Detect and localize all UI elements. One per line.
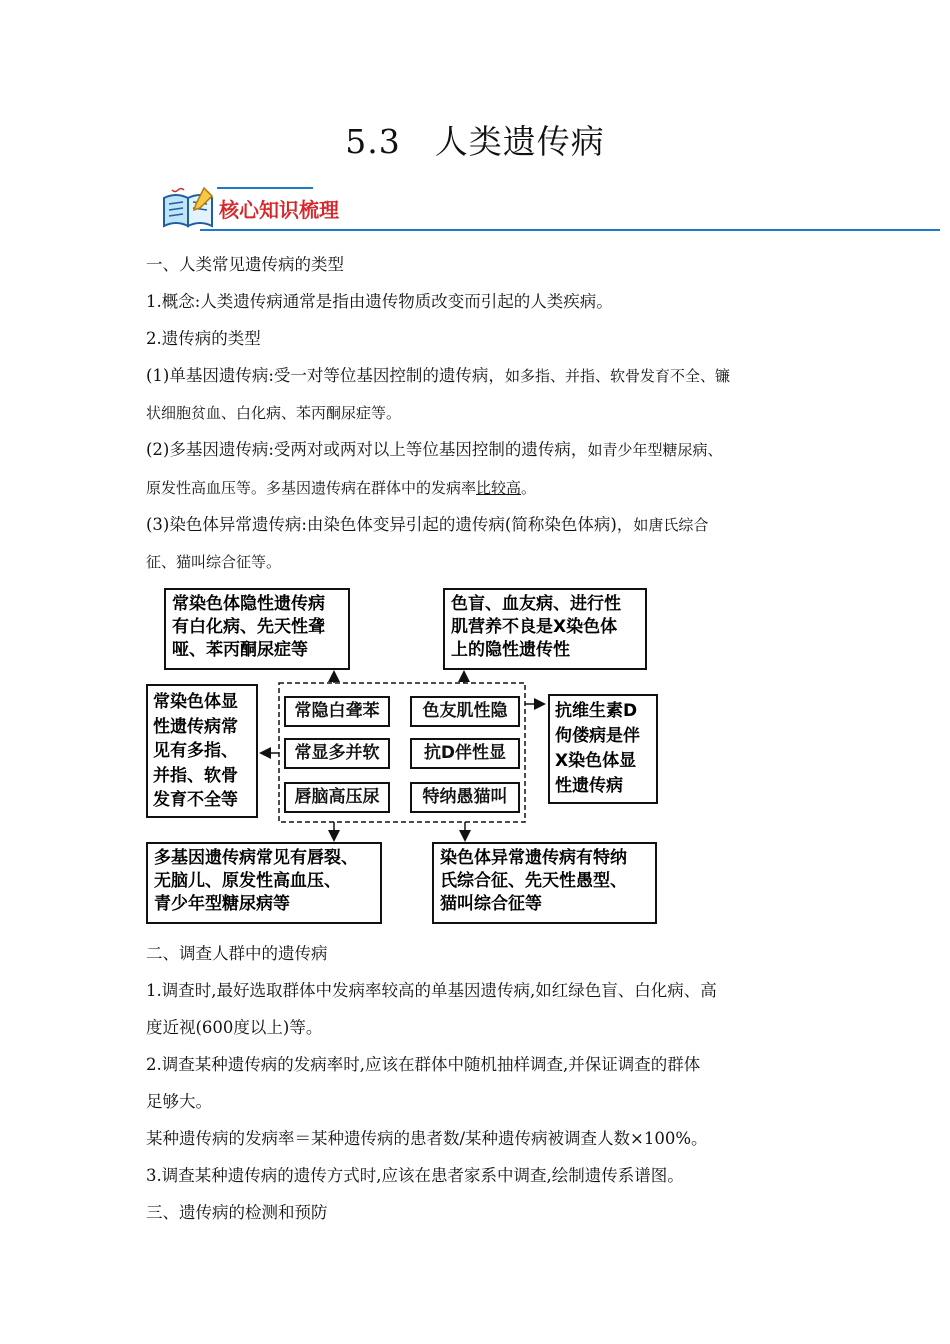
chromosome-def: (3)染色体异常遗传病:由染色体变异引起的遗传病(简称染色体病)， [146, 515, 634, 534]
single-gene-examples-cont: 状细胞贫血、白化病、苯丙酮尿症等。 [146, 404, 402, 422]
survey-p1-line2: 度近视(600度以上)等。 [146, 1018, 323, 1037]
box-line: 见有多指、 [153, 741, 238, 761]
book-icon [160, 186, 216, 230]
section-badge: 核心知识梳理 [219, 198, 339, 222]
survey-p2-line2: 足够大。 [146, 1092, 212, 1111]
multi-gene-def: (2)多基因遗传病:受两对或两对以上等位基因控制的遗传病， [146, 440, 588, 459]
multi-gene-line2 [146, 478, 536, 498]
box-line: 染色体异常遗传病有特纳 [440, 848, 627, 868]
survey-p4: 3.调查某种遗传病的遗传方式时,应该在患者家系中调查,绘制遗传系谱图。 [146, 1166, 684, 1185]
box-line: 常染色体隐性遗传病 [172, 594, 325, 614]
mnemonic-x-dominant: 抗D伴性显 [410, 738, 520, 769]
multi-gene-examples-cont: 原发性高血压等。多基因遗传病在群体中的发病率 [146, 479, 477, 497]
mnemonic-autosomal-dominant: 常显多并软 [284, 738, 390, 769]
box-line: 常染色体显 [153, 692, 238, 712]
chromosome-line1 [146, 515, 708, 535]
badge-top-rule [217, 187, 313, 189]
box-line: 肌营养不良是X染色体 [451, 617, 618, 637]
box-line: 有白化病、先天性聋 [172, 617, 325, 637]
box-line: 性遗传病 [555, 776, 623, 796]
box-line: X染色体显 [555, 751, 637, 771]
survey-p1-line1: 1.调查时,最好选取群体中发病率较高的单基因遗传病,如红绿色盲、白化病、高 [146, 981, 717, 1000]
multi-gene-line1 [146, 440, 722, 460]
chromosome-line2 [146, 552, 281, 572]
box-line: 猫叫综合征等 [440, 894, 542, 914]
box-line: 无脑儿、原发性高血压、 [154, 871, 341, 891]
section3-heading: 三、遗传病的检测和预防 [146, 1203, 328, 1222]
box-line: 佝偻病是伴 [555, 726, 640, 746]
box-line: 并指、软骨 [153, 765, 238, 786]
box-line: 哑、苯丙酮尿症等 [172, 640, 308, 660]
types-heading: 2.遗传病的类型 [146, 329, 261, 348]
badge-rule [200, 229, 940, 231]
box-line: 抗维生素D [555, 701, 638, 721]
mnemonic-autosomal-recessive: 常隐白聋苯 [284, 696, 390, 727]
multi-gene-examples: 如青少年型糖尿病、 [587, 441, 723, 459]
box-x-linked-dominant [548, 694, 658, 804]
multi-gene-rate-underlined: 比较高 [476, 479, 522, 497]
mnemonic-chromosomal: 特纳愚猫叫 [410, 782, 520, 813]
single-gene-examples: 如多指、并指、软骨发育不全、镰 [504, 367, 730, 385]
concept-paragraph: 1.概念:人类遗传病通常是指由遗传物质改变而引起的人类疾病。 [146, 292, 613, 311]
box-line: 氏综合征、先天性愚型、 [440, 871, 627, 891]
mnemonic-polygenic: 唇脑高压尿 [284, 782, 390, 813]
box-line: 多基因遗传病常见有唇裂、 [154, 848, 358, 868]
section1-heading: 一、人类常见遗传病的类型 [146, 255, 344, 274]
box-line: 色盲、血友病、进行性 [451, 594, 621, 614]
chromosome-examples-cont: 征、猫叫综合征等。 [146, 553, 282, 571]
box-chromosomal [432, 842, 657, 924]
box-autosomal-recessive [164, 588, 350, 670]
single-gene-line1 [146, 366, 730, 386]
incidence-formula: 某种遗传病的发病率＝某种遗传病的患者数/某种遗传病被调查人数×100%。 [146, 1129, 708, 1148]
single-gene-line2 [146, 403, 401, 423]
box-polygenic [146, 842, 382, 924]
section2-heading: 二、调查人群中的遗传病 [146, 944, 328, 963]
box-line: 发育不全等 [153, 790, 238, 810]
single-gene-def: (1)单基因遗传病:受一对等位基因控制的遗传病， [146, 366, 505, 385]
box-x-linked-recessive [443, 588, 647, 670]
multi-gene-period: 。 [521, 479, 537, 497]
box-line: 性遗传病常 [153, 716, 238, 737]
page-title: 5.3 人类遗传病 [345, 122, 605, 161]
survey-p2-line1: 2.调查某种遗传病的发病率时,应该在群体中随机抽样调查,并保证调查的群体 [146, 1055, 701, 1074]
mnemonic-x-recessive: 色友肌性隐 [410, 696, 520, 727]
box-line: 上的隐性遗传性 [451, 640, 570, 660]
box-autosomal-dominant [146, 684, 258, 818]
chromosome-examples: 如唐氏综合 [633, 516, 709, 534]
box-line: 青少年型糖尿病等 [154, 894, 290, 914]
